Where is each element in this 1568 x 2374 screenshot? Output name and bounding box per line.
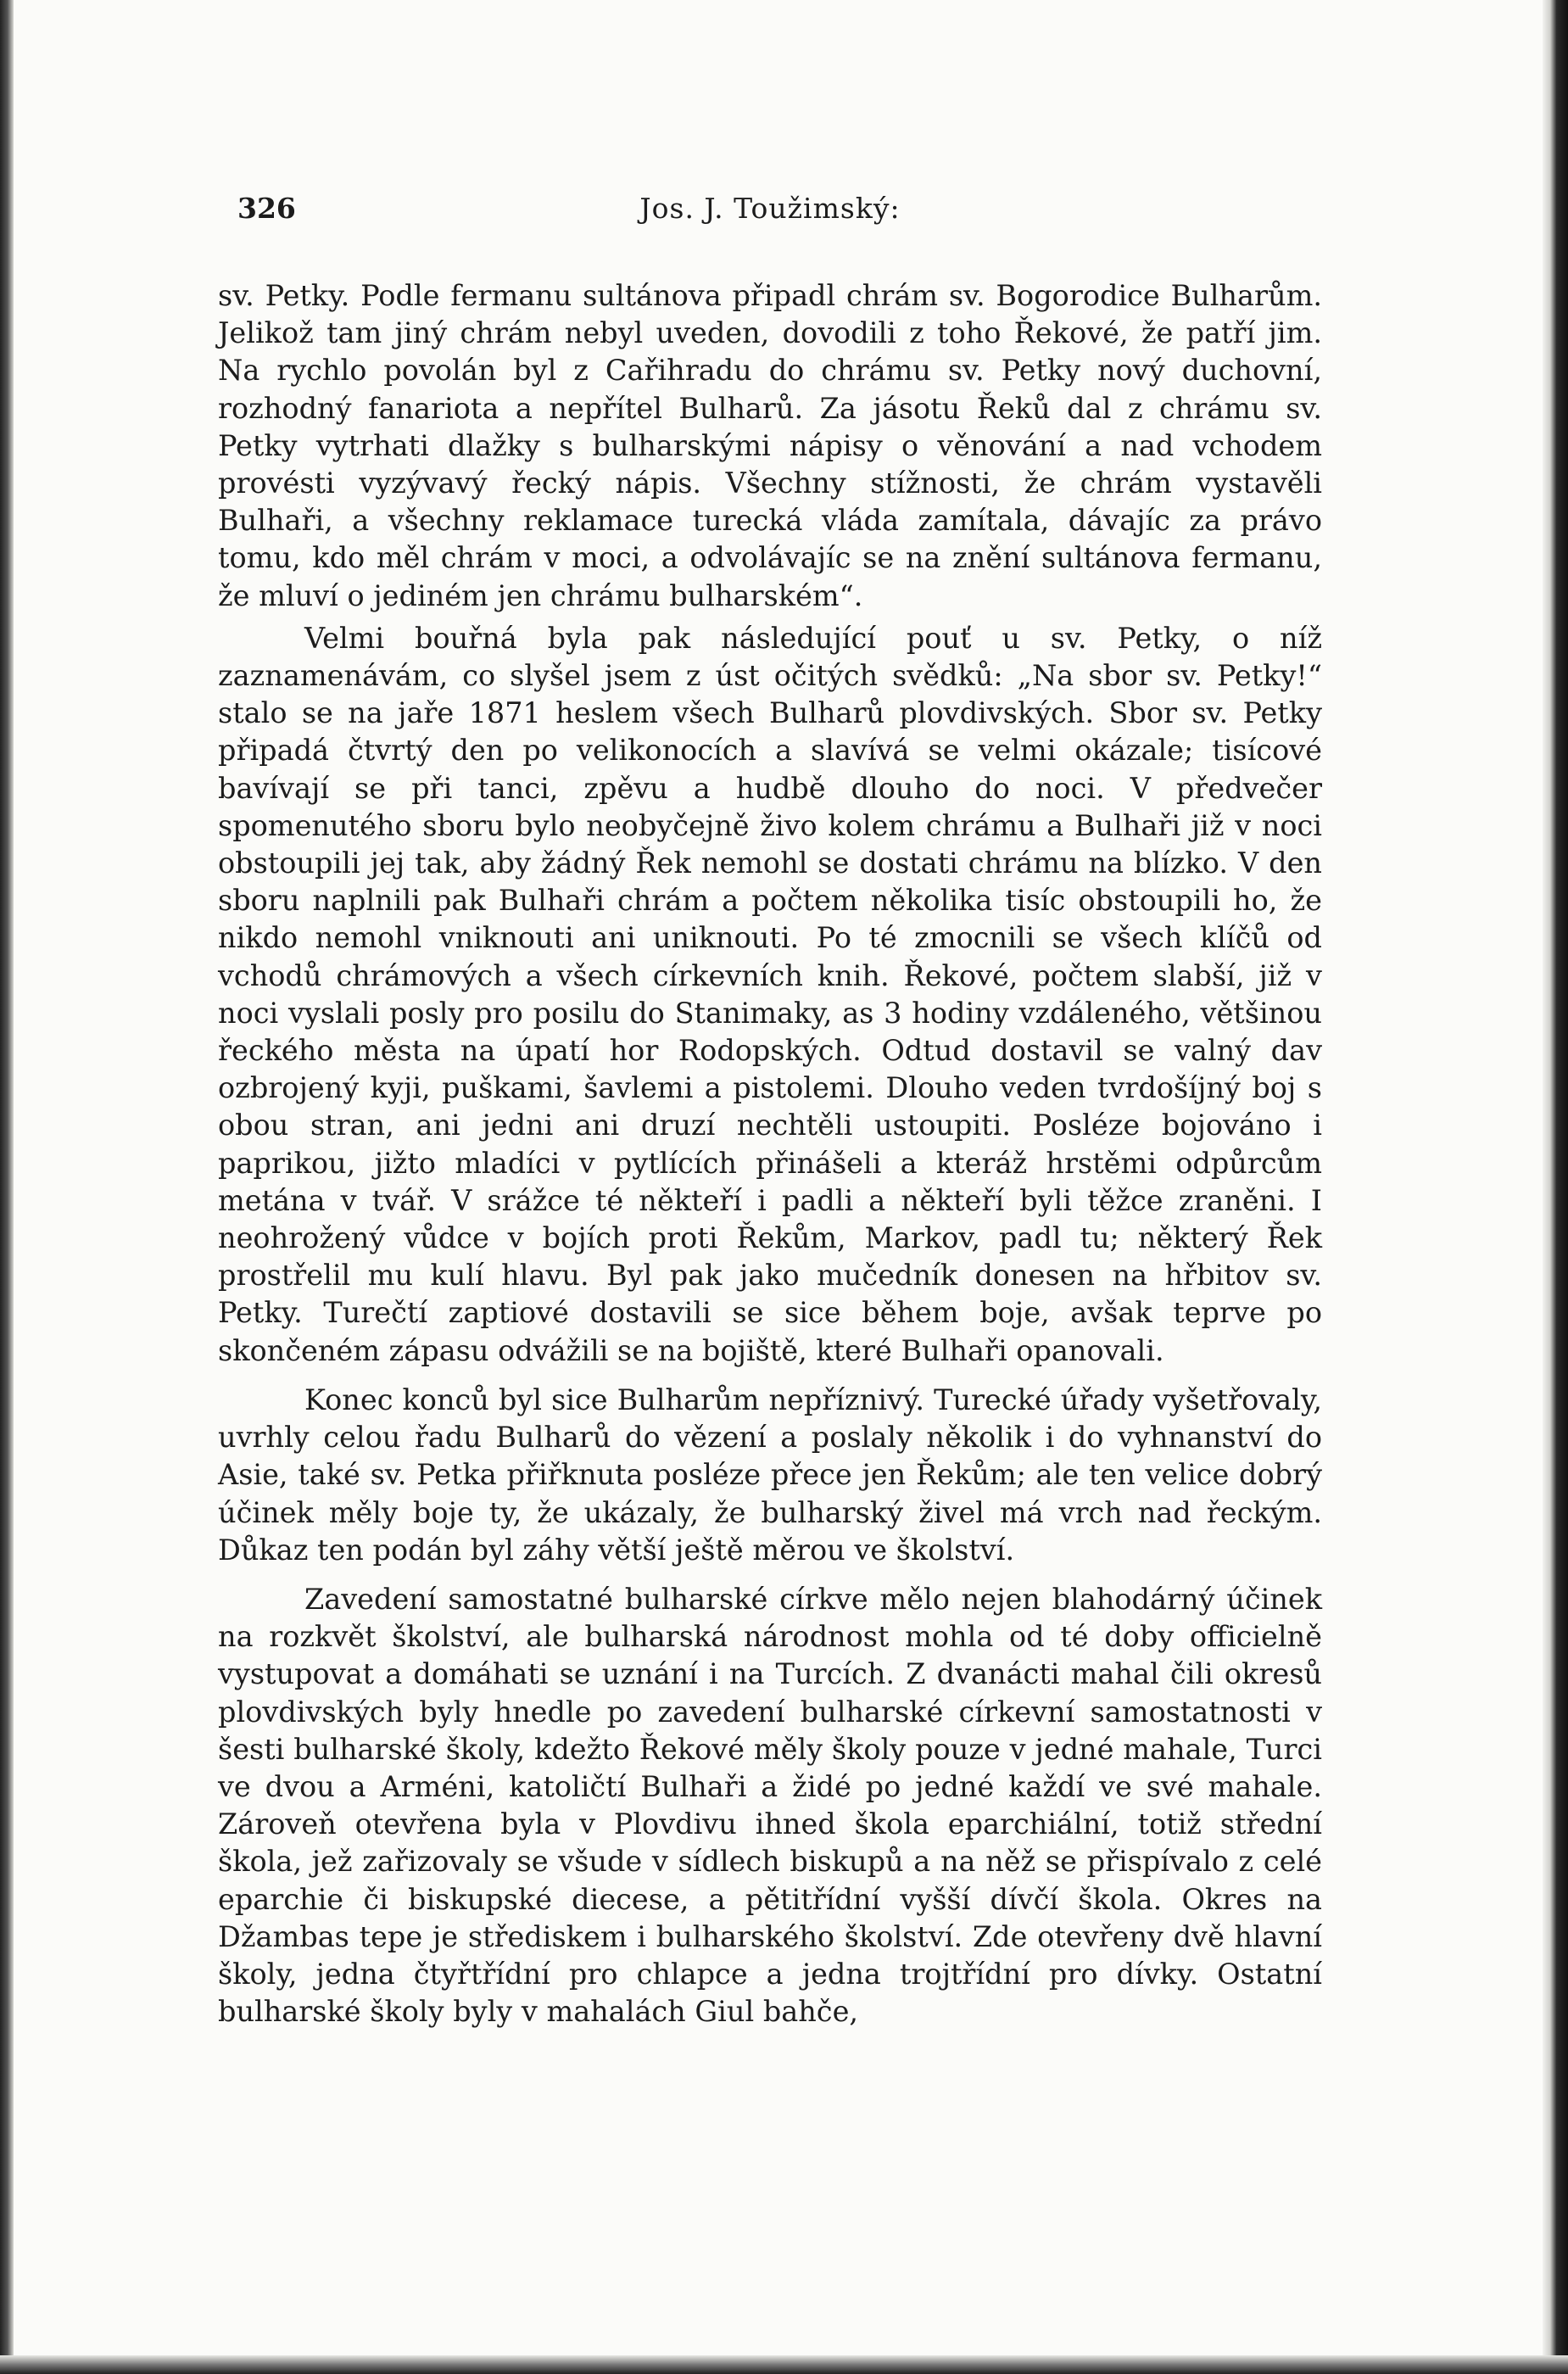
scan-edge-bottom — [0, 2355, 1568, 2374]
paragraph-2: Velmi bouřná byla pak následující pouť u sv. Petky, o níž zaznamenávám, co slyšel jsem z úst očitých svědků: „Na sbor sv. Petky!“ stalo se na jaře 1871 heslem všech Bulharů plovdivských. Sbor sv. Petky připadá čtvrtý den po velikonocích a slavívá se velmi okázale; tisícové bavívají se při tanci, zpěvu a hudbě dlouho do noci. V předvečer spomenutého sboru bylo neobyčejně živo kolem chrámu a Bulhaři již v noci obstoupili jej tak, aby žádný Řek nemohl se dostati chrámu na blízko. V den sboru naplnili pak Bulhaři chrám a počtem několika tisíc obstoupili ho, že nikdo nemohl vniknouti ani uniknouti. Po té zmocnili se všech klíčů od vchodů chrámových a všech církevních knih. Řekové, počtem slabší, již v noci vyslali posly pro posilu do Stanimaky, as 3 hodiny vzdáleného, většinou řeckého města na úpatí hor Rodopských. Odtud dostavil se valný dav ozbrojený kyji, puškami, šavlemi a pistolemi. Dlouho veden tvrdošíjný boj s obou stran, ani jedni ani druzí nechtěli ustoupiti. Posléze bojováno i paprikou, jižto mladíci v pytlících přinášeli a kteráž hrstěmi odpůrcům metána v tvář. V srážce té někteří i padli a někteří byli těžce zraněni. I neohrožený vůdce v bojích proti Řekům, Markov, padl tu; některý Řek prostřelil mu kulí hlavu. Byl pak jako mučedník donesen na hřbitov sv. Petky. Turečtí zaptiové dostavili se sice během boje, avšak teprve po skončeném zápasu odvážili se na bojiště, které Bulhaři opanovali. — [218, 621, 1322, 1367]
book-page — [218, 192, 1322, 2029]
paragraph-4: Zavedení samostatné bulharské církve mělo nejen blahodárný účinek na rozkvět školství, ale bulharská národnost mohla od té doby officielně vystupovat a domáhati se uznání i na Turcích. Z dvanácti mahal čili okresů plovdivských byly hnedle po zavedení bulharské církevní samostatnosti v šesti bulharské školy, kdežto Řekové měly školy pouze v jedné mahale, Turci ve dvou a Arméni, katoličtí Bulhaři a židé po jedné každí ve své mahale. Zároveň otevřena byla v Plovdivu ihned škola eparchiální, totiž střední škola, jež zařizovaly se všude v sídlech biskupů a na něž se přispívalo z celé eparchie či biskupské diecese, a pětitřídní vyšší dívčí škola. Okres na Džambas tepe je střediskem i bulharského školství. Zde otevřeny dvě hlavní školy, jedna čtyřtřídní pro chlapce a jedna trojtřídní pro dívky. Ostatní bulharské školy byly v mahalách Giul bahče, — [218, 1582, 1322, 2029]
page-number: 326 — [237, 192, 296, 225]
running-title: Jos. J. Toužimský: — [639, 192, 901, 225]
paragraph-3: Konec konců byl sice Bulharům nepříznivý. Turecké úřady vyšetřovaly, uvrhly celou řadu Bulharů do vězení a poslaly několik i do vyhnanství do Asie, také sv. Petka přiřknuta posléze přece jen Řekům; ale ten velice dobrý účinek měly boje ty, že ukázaly, že bulharský živel má vrch nad řeckým. Důkaz ten podán byl záhy větší ještě měrou ve školství. — [218, 1383, 1322, 1567]
paragraph-1: sv. Petky. Podle fermanu sultánova připadl chrám sv. Bogorodice Bulharům. Jelikož tam jiný chrám nebyl uveden, dovodili z toho Řekové, že patří jim. Na rychlo povolán byl z Cařihradu do chrámu sv. Petky nový duchovní, rozhodný fanariota a nepřítel Bulharů. Za jásotu Řeků dal z chrámu sv. Petky vytrhati dlažky s bulharskými nápisy o věnování a nad vchodem provésti vyzývavý řecký nápis. Všechny stížnosti, že chrám vystavěli Bulhaři, a všechny reklamace turecká vláda zamítala, dávajíc za právo tomu, kdo měl chrám v moci, a odvolávajíc se na znění sultánova fermanu, že mluví o jediném jen chrámu bulharském“. — [218, 279, 1322, 612]
scan-edge-right — [1543, 0, 1568, 2374]
scan-edge-left — [0, 0, 14, 2374]
body-text — [218, 277, 1322, 2030]
running-head — [218, 192, 1322, 226]
